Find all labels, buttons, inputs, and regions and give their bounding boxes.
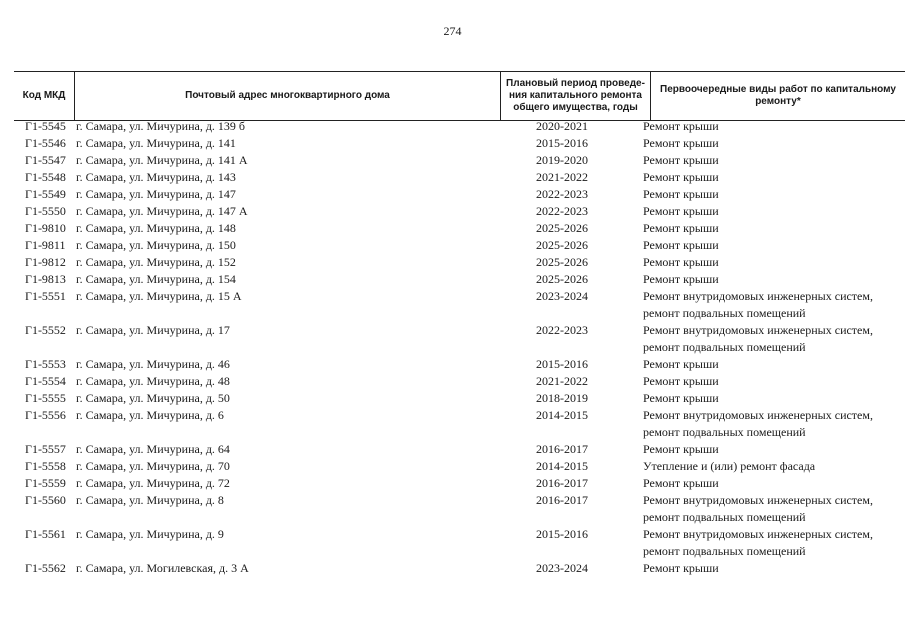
repair-period: 2014-2015	[536, 408, 588, 422]
repair-works-line: ремонт подвальных помещений	[643, 340, 806, 354]
repair-works-line: Ремонт крыши	[643, 187, 719, 201]
postal-address: г. Самара, ул. Мичурина, д. 17	[76, 323, 230, 337]
repair-period: 2025-2026	[536, 272, 588, 286]
header-works-line: ремонту*	[755, 96, 801, 107]
repair-works	[643, 118, 901, 135]
table-row	[0, 220, 905, 237]
repair-works-line: Ремонт крыши	[643, 374, 719, 388]
postal-address: г. Самара, ул. Мичурина, д. 48	[76, 374, 230, 388]
mkd-code: Г1-5545	[25, 119, 66, 133]
header-works-line: Первоочередные виды работ по капитальному	[660, 84, 896, 95]
header-period-line: Плановый период проведе-	[506, 78, 645, 89]
repair-works-line: Утепление и (или) ремонт фасада	[643, 459, 816, 473]
repair-works	[643, 441, 901, 458]
postal-address: г. Самара, ул. Мичурина, д. 9	[76, 527, 224, 541]
repair-period: 2016-2017	[536, 476, 588, 490]
postal-address: г. Самара, ул. Мичурина, д. 15 А	[76, 289, 242, 303]
repair-period: 2021-2022	[536, 170, 588, 184]
header-period-line: общего имущества, годы	[513, 102, 638, 113]
repair-period: 2019-2020	[536, 153, 588, 167]
mkd-code: Г1-9811	[25, 238, 66, 252]
header-works	[650, 72, 905, 120]
repair-period: 2021-2022	[536, 374, 588, 388]
repair-period: 2025-2026	[536, 238, 588, 252]
mkd-code: Г1-5549	[25, 187, 66, 201]
repair-works	[643, 254, 901, 271]
table-row	[0, 135, 905, 152]
table-row	[0, 492, 905, 526]
repair-period: 2022-2023	[536, 323, 588, 337]
repair-works-line: Ремонт крыши	[643, 204, 719, 218]
postal-address: г. Самара, ул. Мичурина, д. 148	[76, 221, 236, 235]
mkd-code: Г1-5546	[25, 136, 66, 150]
table-row	[0, 271, 905, 288]
repair-period: 2015-2016	[536, 136, 588, 150]
table-header	[14, 71, 905, 121]
repair-works	[643, 186, 901, 203]
repair-works-line: Ремонт внутридомовых инженерных систем,	[643, 493, 873, 507]
repair-period: 2014-2015	[536, 459, 588, 473]
repair-works	[643, 492, 901, 526]
repair-works	[643, 135, 901, 152]
repair-works	[643, 288, 901, 322]
repair-period: 2023-2024	[536, 561, 588, 575]
postal-address: г. Самара, ул. Мичурина, д. 147 А	[76, 204, 248, 218]
mkd-code: Г1-5559	[25, 476, 66, 490]
repair-period: 2018-2019	[536, 391, 588, 405]
postal-address: г. Самара, ул. Мичурина, д. 139 б	[76, 119, 246, 133]
postal-address: г. Самара, ул. Мичурина, д. 154	[76, 272, 236, 286]
repair-works-line: Ремонт крыши	[643, 221, 719, 235]
mkd-code: Г1-5560	[25, 493, 66, 507]
repair-period: 2022-2023	[536, 204, 588, 218]
table-row	[0, 254, 905, 271]
repair-period: 2025-2026	[536, 221, 588, 235]
repair-works-line: Ремонт крыши	[643, 136, 719, 150]
repair-works-line: ремонт подвальных помещений	[643, 544, 806, 558]
mkd-code: Г1-5562	[25, 561, 66, 575]
mkd-code: Г1-5553	[25, 357, 66, 371]
repair-works-line: Ремонт крыши	[643, 238, 719, 252]
repair-works-line: Ремонт крыши	[643, 153, 719, 167]
table-row	[0, 203, 905, 220]
repair-period: 2015-2016	[536, 357, 588, 371]
repair-works	[643, 390, 901, 407]
repair-works	[643, 203, 901, 220]
repair-works-line: Ремонт внутридомовых инженерных систем,	[643, 289, 873, 303]
postal-address: г. Самара, ул. Мичурина, д. 8	[76, 493, 224, 507]
repair-works	[643, 220, 901, 237]
table-row	[0, 475, 905, 492]
repair-works-line: Ремонт внутридомовых инженерных систем,	[643, 527, 873, 541]
table-row	[0, 356, 905, 373]
repair-works-line: Ремонт внутридомовых инженерных систем,	[643, 408, 873, 422]
repair-works-line: Ремонт крыши	[643, 119, 719, 133]
header-address: Почтовый адрес многоквартирного дома	[74, 72, 500, 120]
postal-address: г. Самара, ул. Мичурина, д. 143	[76, 170, 236, 184]
table-row	[0, 407, 905, 441]
postal-address: г. Самара, ул. Мичурина, д. 72	[76, 476, 230, 490]
repair-works-line: Ремонт крыши	[643, 561, 719, 575]
mkd-code: Г1-5561	[25, 527, 66, 541]
table-row	[0, 560, 905, 577]
repair-works-line: ремонт подвальных помещений	[643, 510, 806, 524]
table-row	[0, 373, 905, 390]
repair-works-line: ремонт подвальных помещений	[643, 306, 806, 320]
repair-works	[643, 475, 901, 492]
repair-period: 2016-2017	[536, 493, 588, 507]
postal-address: г. Самара, ул. Мичурина, д. 70	[76, 459, 230, 473]
repair-works	[643, 152, 901, 169]
mkd-code: Г1-5551	[25, 289, 66, 303]
mkd-code: Г1-5556	[25, 408, 66, 422]
repair-works	[643, 373, 901, 390]
repair-works	[643, 356, 901, 373]
repair-works-line: Ремонт крыши	[643, 170, 719, 184]
postal-address: г. Самара, ул. Мичурина, д. 46	[76, 357, 230, 371]
repair-period: 2025-2026	[536, 255, 588, 269]
repair-works	[643, 526, 901, 560]
table-row	[0, 441, 905, 458]
table-row	[0, 186, 905, 203]
table-row	[0, 526, 905, 560]
repair-period: 2016-2017	[536, 442, 588, 456]
table-row	[0, 152, 905, 169]
mkd-code: Г1-5548	[25, 170, 66, 184]
postal-address: г. Самара, ул. Мичурина, д. 147	[76, 187, 236, 201]
repair-period: 2023-2024	[536, 289, 588, 303]
mkd-code: Г1-5550	[25, 204, 66, 218]
repair-works-line: Ремонт крыши	[643, 357, 719, 371]
repair-works-line: Ремонт крыши	[643, 476, 719, 490]
repair-works	[643, 322, 901, 356]
repair-works	[643, 560, 901, 577]
repair-works-line: Ремонт крыши	[643, 272, 719, 286]
table-row	[0, 390, 905, 407]
mkd-code: Г1-5558	[25, 459, 66, 473]
mkd-code: Г1-5555	[25, 391, 66, 405]
postal-address: г. Самара, ул. Могилевская, д. 3 А	[76, 561, 249, 575]
postal-address: г. Самара, ул. Мичурина, д. 150	[76, 238, 236, 252]
mkd-code: Г1-9812	[25, 255, 66, 269]
header-code: Код МКД	[22, 90, 66, 101]
postal-address: г. Самара, ул. Мичурина, д. 50	[76, 391, 230, 405]
repair-works-line: Ремонт крыши	[643, 391, 719, 405]
repair-works	[643, 458, 901, 475]
table-row	[0, 169, 905, 186]
repair-period: 2020-2021	[536, 119, 588, 133]
table-row	[0, 118, 905, 135]
postal-address: г. Самара, ул. Мичурина, д. 141	[76, 136, 236, 150]
mkd-code: Г1-5547	[25, 153, 66, 167]
repair-works	[643, 271, 901, 288]
header-period	[500, 72, 650, 120]
header-period-line: ния капитального ремонта	[509, 90, 642, 101]
repair-works	[643, 169, 901, 186]
repair-works-line: Ремонт внутридомовых инженерных систем,	[643, 323, 873, 337]
mkd-code: Г1-5552	[25, 323, 66, 337]
table-row	[0, 288, 905, 322]
postal-address: г. Самара, ул. Мичурина, д. 152	[76, 255, 236, 269]
mkd-code: Г1-5557	[25, 442, 66, 456]
table-row	[0, 237, 905, 254]
repair-works-line: Ремонт крыши	[643, 255, 719, 269]
repair-works	[643, 237, 901, 254]
table-body	[0, 118, 905, 577]
repair-period: 2022-2023	[536, 187, 588, 201]
page-number: 274	[443, 24, 462, 38]
postal-address: г. Самара, ул. Мичурина, д. 64	[76, 442, 230, 456]
mkd-code: Г1-9810	[25, 221, 66, 235]
mkd-code: Г1-5554	[25, 374, 66, 388]
repair-period: 2015-2016	[536, 527, 588, 541]
postal-address: г. Самара, ул. Мичурина, д. 6	[76, 408, 224, 422]
repair-works-line: Ремонт крыши	[643, 442, 719, 456]
table-row	[0, 458, 905, 475]
repair-works-line: ремонт подвальных помещений	[643, 425, 806, 439]
postal-address: г. Самара, ул. Мичурина, д. 141 А	[76, 153, 248, 167]
mkd-code: Г1-9813	[25, 272, 66, 286]
table-row	[0, 322, 905, 356]
repair-works	[643, 407, 901, 441]
